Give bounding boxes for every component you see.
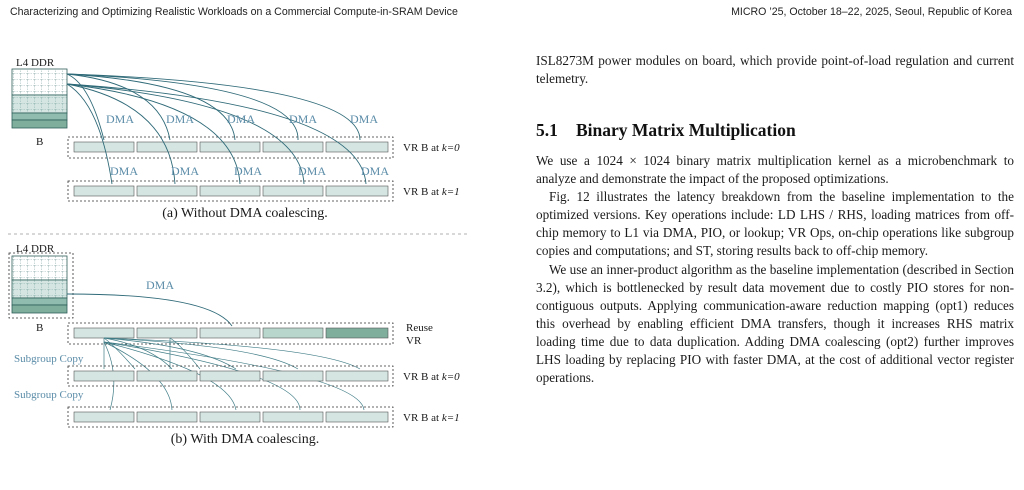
svg-text:DMA: DMA	[171, 164, 200, 178]
section-title: Binary Matrix Multiplication	[576, 120, 796, 140]
panel-a-ddr-matrix	[12, 69, 67, 128]
svg-text:DMA: DMA	[298, 164, 327, 178]
figure-caption-b: (b) With DMA coalescing.	[170, 432, 320, 447]
paragraph-3: We use an inner-product algorithm as the baseline implementation (described in Section 3.2), which is bottlenecked by result data movement due to costly PIO stores for non-contiguous outputs. Applying communication-aware reduction mapping (opt1) reduces this overhead by enabling efficient DMA transfers, though it increases RHS matrix loading time due to data duplication. Adding DMA coalescing (opt2) further improves LHS loading by replacing PIO with faster DMA, at the cost of additional vector register operations.	[536, 261, 1014, 386]
svg-text:DMA: DMA	[227, 112, 256, 126]
section-number: 5.1	[536, 120, 558, 140]
figure-dma-coalescing	[0, 44, 500, 490]
svg-text:DMA: DMA	[110, 164, 139, 178]
svg-text:DMA: DMA	[350, 112, 379, 126]
panel-b-reuse-label: Reuse	[406, 322, 433, 334]
running-header	[10, 6, 1012, 20]
panel-b-vr-k0-label: VR B at k=0	[403, 371, 460, 383]
panel-a-vr-k1-label: VR B at k=1	[403, 186, 460, 198]
panel-b-dma-label: DMA	[146, 278, 175, 292]
panel-a-vr-k0-cells	[74, 142, 388, 152]
paragraph-1: We use a 1024 × 1024 binary matrix multiplication kernel as a microbenchmark to analyze and demonstrate the impact of the proposed optimizations.	[536, 153, 1014, 187]
panel-b-subgroup-copy-1: Subgroup Copy	[14, 353, 84, 365]
panel-b-reuse-label2: VR	[406, 335, 422, 347]
panel-b-vr-k0-cells	[74, 371, 388, 381]
svg-text:DMA: DMA	[106, 112, 135, 126]
panel-a-vr-k0-label: VR B at k=0	[403, 142, 460, 154]
paragraph-2: Fig. 12 illustrates the latency breakdown from the baseline implementation to the optimized versions. Key operations include: LD LHS / RHS, loading matrices from off-chip memory to L1 via DMA, PIO, or lookup; VR Ops, on-chip operations like subgroup copies and computations; and ST, storing results back to off-chip memory.	[536, 189, 1014, 259]
svg-text:DMA: DMA	[289, 112, 318, 126]
header-title: Characterizing and Optimizing Realistic Workloads on a Commercial Compute-in-SRAM Device	[10, 6, 458, 18]
figure-diagram	[0, 44, 500, 490]
panel-a-vr-k1-cells	[74, 186, 388, 196]
panel-b-vr-k1-cells	[74, 412, 388, 422]
panel-a-b-label: B	[36, 136, 44, 148]
svg-text:DMA: DMA	[361, 164, 390, 178]
panel-b-b-label: B	[36, 322, 44, 334]
header-venue: MICRO ’25, October 18–22, 2025, Seoul, Republic of Korea	[731, 6, 1012, 18]
panel-b-vr-k1-label: VR B at k=1	[403, 412, 460, 424]
section-body	[536, 152, 1014, 490]
intro-paragraph: ISL8273M power modules on board, which provide point-of-load regulation and current telemetry.	[536, 53, 1014, 86]
panel-b-reuse-cells	[74, 328, 388, 338]
figure-caption-a: (a) Without DMA coalescing.	[162, 206, 328, 221]
panel-b-subgroup-copy-2: Subgroup Copy	[14, 389, 84, 401]
intro-paragraph-block	[536, 52, 1014, 88]
panel-b-ddr-matrix	[12, 256, 67, 313]
panel-b-mem-label: L4 DDR	[16, 243, 55, 255]
svg-text:DMA: DMA	[234, 164, 263, 178]
panel-b-dma-arrow	[67, 294, 232, 326]
panel-a-mem-label: L4 DDR	[16, 57, 55, 69]
svg-text:DMA: DMA	[166, 112, 195, 126]
section-heading	[536, 120, 796, 141]
